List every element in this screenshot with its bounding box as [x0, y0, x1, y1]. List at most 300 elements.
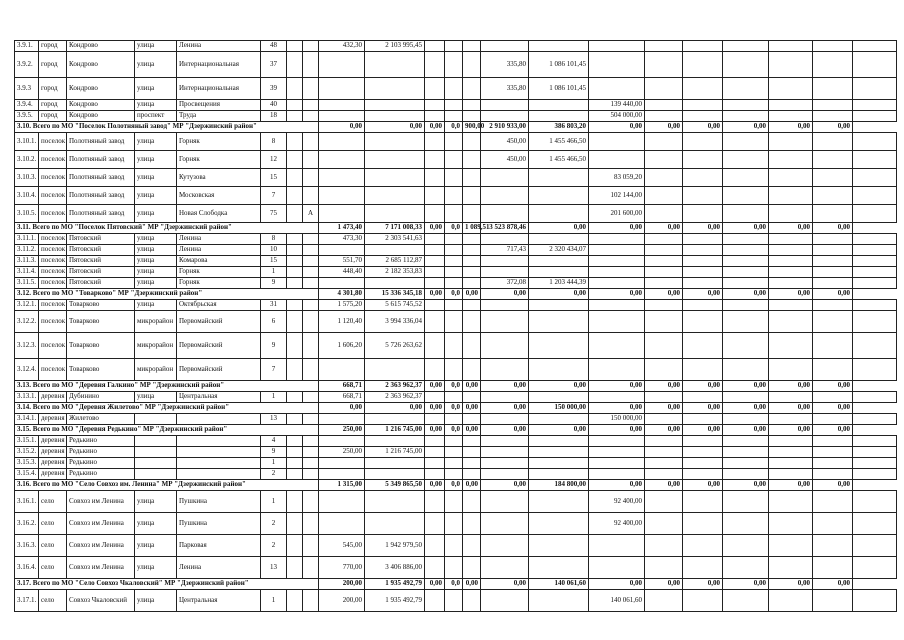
subtotal-cell: 0,00: [683, 381, 723, 392]
subtotal-cell: 0,00: [589, 425, 645, 436]
table-cell: [853, 169, 897, 187]
table-cell: [303, 300, 319, 311]
table-cell: [287, 300, 303, 311]
table-cell: Пятовский: [67, 267, 135, 278]
table-cell: [853, 447, 897, 458]
subtotal-cell: 0,00: [645, 381, 683, 392]
table-cell: [645, 300, 683, 311]
table-cell: [303, 52, 319, 78]
table-cell: [853, 436, 897, 447]
table-cell: [813, 100, 853, 111]
table-cell: Жилетово: [67, 414, 135, 425]
table-cell: улица: [135, 513, 177, 535]
table-cell: [463, 469, 481, 480]
table-cell: Ленина: [177, 245, 261, 256]
table-cell: [589, 278, 645, 289]
table-cell: [463, 111, 481, 122]
table-cell: [481, 535, 529, 557]
subtotal-title: 3.13. Всего по МО "Деревня Галкино" МР "Дзержинский район": [15, 381, 319, 392]
table-cell: поселок: [39, 300, 67, 311]
table-cell: 139 440,00: [589, 100, 645, 111]
table-cell: [481, 169, 529, 187]
table-cell: [365, 458, 425, 469]
table-cell: улица: [135, 491, 177, 513]
table-cell: [445, 256, 463, 267]
table-cell: [769, 256, 813, 267]
table-cell: [319, 133, 365, 151]
table-cell: 40: [261, 100, 287, 111]
table-cell: [723, 392, 769, 403]
table-cell: [319, 245, 365, 256]
subtotal-cell: 0,0: [445, 425, 463, 436]
table-cell: [319, 491, 365, 513]
table-cell: 83 059,20: [589, 169, 645, 187]
table-cell: [177, 469, 261, 480]
table-cell: [813, 205, 853, 223]
table-cell: [769, 469, 813, 480]
table-cell: 3 406 886,00: [365, 557, 425, 579]
table-cell: [723, 169, 769, 187]
subtotal-cell: 0,00: [463, 425, 481, 436]
table-cell: [319, 78, 365, 100]
table-cell: [529, 311, 589, 333]
table-cell: улица: [135, 151, 177, 169]
table-cell: 201 600,00: [589, 205, 645, 223]
table-cell: [769, 359, 813, 381]
table-cell: [287, 414, 303, 425]
table-cell: улица: [135, 557, 177, 579]
table-cell: [813, 333, 853, 359]
table-cell: 3.11.5.: [15, 278, 39, 289]
table-cell: [287, 333, 303, 359]
table-cell: деревня: [39, 469, 67, 480]
table-cell: 2 103 995,45: [365, 41, 425, 52]
subtotal-cell: 0,00: [769, 381, 813, 392]
table-cell: [529, 436, 589, 447]
table-cell: [529, 491, 589, 513]
table-cell: [365, 187, 425, 205]
table-cell: [425, 41, 445, 52]
table-cell: [813, 311, 853, 333]
table-cell: [813, 256, 853, 267]
table-cell: [853, 414, 897, 425]
table-cell: [287, 359, 303, 381]
subtotal-cell: 0,00: [645, 480, 683, 491]
table-cell: [529, 392, 589, 403]
table-cell: [177, 447, 261, 458]
table-cell: деревня: [39, 436, 67, 447]
table-cell: [287, 557, 303, 579]
table-cell: [445, 187, 463, 205]
table-cell: [769, 151, 813, 169]
table-cell: [463, 359, 481, 381]
subtotal-title: 3.15. Всего по МО "Деревня Редькино" МР "Дзержинский район": [15, 425, 319, 436]
table-cell: [425, 392, 445, 403]
table-row: [15, 205, 897, 223]
table-cell: [529, 205, 589, 223]
table-cell: [723, 205, 769, 223]
table-row: [15, 469, 897, 480]
table-cell: [683, 513, 723, 535]
table-cell: [463, 491, 481, 513]
subtotal-cell: 0,00: [813, 579, 853, 590]
table-cell: [645, 267, 683, 278]
table-cell: [425, 78, 445, 100]
table-cell: [645, 278, 683, 289]
table-cell: [723, 311, 769, 333]
table-cell: [463, 234, 481, 245]
table-cell: [445, 436, 463, 447]
table-cell: [769, 133, 813, 151]
subtotal-cell: 0,00: [813, 289, 853, 300]
table-cell: Первомайский: [177, 311, 261, 333]
table-cell: 3.12.2.: [15, 311, 39, 333]
table-cell: поселок: [39, 151, 67, 169]
table-cell: [365, 205, 425, 223]
table-cell: [683, 52, 723, 78]
table-cell: [287, 513, 303, 535]
table-cell: [723, 458, 769, 469]
document-page: [14, 40, 897, 612]
table-cell: [481, 41, 529, 52]
subtotal-cell: 0,00: [769, 403, 813, 414]
table-cell: [303, 333, 319, 359]
table-cell: [463, 557, 481, 579]
subtotal-cell: 0,00: [463, 381, 481, 392]
table-cell: [769, 311, 813, 333]
table-cell: [287, 535, 303, 557]
table-cell: [769, 169, 813, 187]
table-cell: 1: [261, 267, 287, 278]
table-cell: 3 994 336,04: [365, 311, 425, 333]
table-cell: [135, 414, 177, 425]
table-cell: [645, 133, 683, 151]
table-cell: [463, 436, 481, 447]
table-row: [15, 41, 897, 52]
table-cell: Полотняный завод: [67, 205, 135, 223]
table-cell: [683, 458, 723, 469]
table-cell: 668,71: [319, 392, 365, 403]
table-cell: 3.16.1.: [15, 491, 39, 513]
table-cell: 1 086 101,45: [529, 78, 589, 100]
table-cell: [481, 513, 529, 535]
table-cell: [365, 278, 425, 289]
subtotal-cell: 0,00: [683, 122, 723, 133]
table-cell: 3.12.4.: [15, 359, 39, 381]
subtotal-cell: 386 803,20: [529, 122, 589, 133]
table-cell: [481, 100, 529, 111]
table-cell: [463, 311, 481, 333]
table-cell: [463, 256, 481, 267]
table-cell: 504 000,00: [589, 111, 645, 122]
table-cell: [463, 151, 481, 169]
table-row: [15, 333, 897, 359]
table-cell: [723, 256, 769, 267]
housing-program-table: [14, 40, 897, 612]
table-cell: деревня: [39, 447, 67, 458]
table-cell: [529, 590, 589, 612]
table-cell: [853, 278, 897, 289]
table-cell: [287, 205, 303, 223]
table-cell: 9: [261, 333, 287, 359]
table-cell: Совхоз им Ленина: [67, 513, 135, 535]
subtotal-cell: 0,00: [529, 289, 589, 300]
subtotal-cell: 0,00: [723, 122, 769, 133]
table-cell: [769, 392, 813, 403]
table-cell: [769, 535, 813, 557]
table-cell: [365, 513, 425, 535]
table-cell: [683, 359, 723, 381]
table-cell: 3.13.1.: [15, 392, 39, 403]
table-cell: 2: [261, 535, 287, 557]
table-cell: улица: [135, 41, 177, 52]
table-cell: [529, 447, 589, 458]
table-cell: [481, 333, 529, 359]
table-cell: 10: [261, 245, 287, 256]
table-cell: [813, 458, 853, 469]
table-cell: [319, 469, 365, 480]
table-cell: [303, 359, 319, 381]
table-cell: [425, 300, 445, 311]
table-cell: [723, 234, 769, 245]
table-row: [15, 52, 897, 78]
table-cell: [481, 491, 529, 513]
subtotal-title: 3.14. Всего по МО "Деревня Жилетово" МР "Дзержинский район": [15, 403, 319, 414]
subtotal-cell: 0,00: [481, 579, 529, 590]
table-cell: поселок: [39, 278, 67, 289]
table-cell: [723, 133, 769, 151]
table-cell: 140 061,60: [589, 590, 645, 612]
table-cell: [683, 535, 723, 557]
table-cell: [481, 392, 529, 403]
table-cell: Совхоз им Ленина: [67, 491, 135, 513]
subtotal-cell: 2 910 933,00: [481, 122, 529, 133]
table-cell: [425, 458, 445, 469]
table-cell: [463, 133, 481, 151]
table-cell: 6: [261, 311, 287, 333]
table-cell: [853, 111, 897, 122]
subtotal-cell: 1 473,40: [319, 223, 365, 234]
table-cell: [319, 278, 365, 289]
subtotal-cell: 0,00: [319, 122, 365, 133]
subtotal-row: [15, 122, 897, 133]
table-cell: [813, 234, 853, 245]
subtotal-cell: 1 089,51: [463, 223, 481, 234]
table-cell: [303, 245, 319, 256]
table-cell: [683, 436, 723, 447]
table-cell: [723, 535, 769, 557]
table-cell: [303, 458, 319, 469]
table-cell: [683, 234, 723, 245]
table-cell: [723, 436, 769, 447]
table-cell: [723, 187, 769, 205]
subtotal-cell: 0,00: [589, 223, 645, 234]
table-cell: [303, 187, 319, 205]
table-cell: Пятовский: [67, 245, 135, 256]
table-cell: [589, 311, 645, 333]
table-cell: [589, 392, 645, 403]
table-cell: [813, 557, 853, 579]
table-cell: [287, 267, 303, 278]
table-cell: [853, 234, 897, 245]
table-cell: Кондрово: [67, 78, 135, 100]
table-cell: Горняк: [177, 133, 261, 151]
table-cell: [463, 41, 481, 52]
table-cell: [683, 245, 723, 256]
subtotal-cell: 0,00: [589, 122, 645, 133]
table-cell: [769, 557, 813, 579]
table-cell: [481, 590, 529, 612]
table-cell: 1 120,40: [319, 311, 365, 333]
table-cell: 1 216 745,00: [365, 447, 425, 458]
table-row: [15, 447, 897, 458]
table-cell: [287, 100, 303, 111]
table-cell: 1 086 101,45: [529, 52, 589, 78]
table-cell: [589, 447, 645, 458]
table-cell: [303, 447, 319, 458]
table-cell: [463, 300, 481, 311]
subtotal-cell: 0,00: [463, 403, 481, 414]
table-cell: [853, 535, 897, 557]
table-cell: 92 400,00: [589, 491, 645, 513]
table-cell: [683, 111, 723, 122]
table-cell: 15: [261, 169, 287, 187]
table-cell: поселок: [39, 205, 67, 223]
table-cell: 5 615 745,52: [365, 300, 425, 311]
subtotal-title: 3.16. Всего по МО "Село Совхоз им. Ленина" МР "Дзержинский район": [15, 480, 319, 491]
table-cell: [723, 469, 769, 480]
table-cell: [445, 52, 463, 78]
table-cell: [769, 414, 813, 425]
table-cell: [135, 458, 177, 469]
table-cell: поселок: [39, 311, 67, 333]
table-cell: 15: [261, 256, 287, 267]
table-cell: [287, 78, 303, 100]
table-cell: Кутузова: [177, 169, 261, 187]
table-cell: [425, 535, 445, 557]
table-cell: 3.9.3: [15, 78, 39, 100]
table-cell: [645, 187, 683, 205]
table-cell: [463, 458, 481, 469]
table-cell: [769, 41, 813, 52]
table-cell: 48: [261, 41, 287, 52]
table-cell: [365, 111, 425, 122]
table-cell: [769, 447, 813, 458]
table-cell: [365, 359, 425, 381]
table-cell: [445, 392, 463, 403]
table-cell: [723, 414, 769, 425]
table-row: [15, 311, 897, 333]
table-cell: [425, 436, 445, 447]
table-cell: [769, 100, 813, 111]
table-cell: 1: [261, 491, 287, 513]
table-cell: [645, 311, 683, 333]
table-cell: Товарково: [67, 300, 135, 311]
subtotal-cell: 150 000,00: [529, 403, 589, 414]
table-cell: [723, 590, 769, 612]
table-cell: [645, 458, 683, 469]
table-cell: [683, 256, 723, 267]
table-cell: [723, 333, 769, 359]
table-row: [15, 100, 897, 111]
subtotal-cell: 0,0: [445, 289, 463, 300]
subtotal-row: [15, 403, 897, 414]
table-cell: [769, 267, 813, 278]
subtotal-cell: 0,00: [813, 223, 853, 234]
table-cell: [589, 78, 645, 100]
table-cell: [813, 300, 853, 311]
table-cell: [287, 169, 303, 187]
table-cell: [303, 557, 319, 579]
table-cell: [853, 267, 897, 278]
table-cell: [287, 458, 303, 469]
table-cell: [425, 234, 445, 245]
table-cell: Редькино: [67, 458, 135, 469]
table-row: [15, 78, 897, 100]
table-cell: 3.15.2.: [15, 447, 39, 458]
table-cell: 3.15.1.: [15, 436, 39, 447]
subtotal-cell: 0,00: [425, 425, 445, 436]
table-cell: [463, 513, 481, 535]
table-cell: [319, 436, 365, 447]
table-cell: поселок: [39, 359, 67, 381]
table-cell: [425, 267, 445, 278]
table-cell: [287, 256, 303, 267]
table-cell: 2 182 353,83: [365, 267, 425, 278]
table-cell: село: [39, 513, 67, 535]
table-cell: [463, 169, 481, 187]
table-cell: 18: [261, 111, 287, 122]
table-cell: [319, 458, 365, 469]
table-cell: [463, 245, 481, 256]
table-cell: [303, 491, 319, 513]
table-cell: микрорайон: [135, 311, 177, 333]
table-cell: [303, 169, 319, 187]
table-cell: [769, 245, 813, 256]
table-cell: [769, 436, 813, 447]
subtotal-cell: 4 301,80: [319, 289, 365, 300]
table-cell: [769, 234, 813, 245]
table-cell: поселок: [39, 333, 67, 359]
table-cell: [853, 151, 897, 169]
subtotal-cell: 0,00: [723, 381, 769, 392]
table-cell: [319, 414, 365, 425]
table-cell: [853, 311, 897, 333]
table-cell: улица: [135, 133, 177, 151]
table-cell: [813, 590, 853, 612]
subtotal-cell: 0,00: [813, 480, 853, 491]
table-row: [15, 245, 897, 256]
subtotal-cell: 0,00: [365, 403, 425, 414]
table-cell: [813, 245, 853, 256]
table-cell: Товарково: [67, 311, 135, 333]
subtotal-cell: 0,00: [723, 425, 769, 436]
table-cell: деревня: [39, 414, 67, 425]
table-cell: [445, 447, 463, 458]
table-cell: [813, 469, 853, 480]
subtotal-cell: 0,00: [425, 381, 445, 392]
table-cell: [723, 513, 769, 535]
subtotal-cell: 0,00: [723, 223, 769, 234]
table-cell: 551,70: [319, 256, 365, 267]
table-cell: [463, 205, 481, 223]
subtotal-cell: 184 800,00: [529, 480, 589, 491]
table-cell: [813, 359, 853, 381]
table-cell: 9: [261, 278, 287, 289]
table-cell: [463, 267, 481, 278]
table-cell: [529, 333, 589, 359]
table-cell: 7: [261, 359, 287, 381]
